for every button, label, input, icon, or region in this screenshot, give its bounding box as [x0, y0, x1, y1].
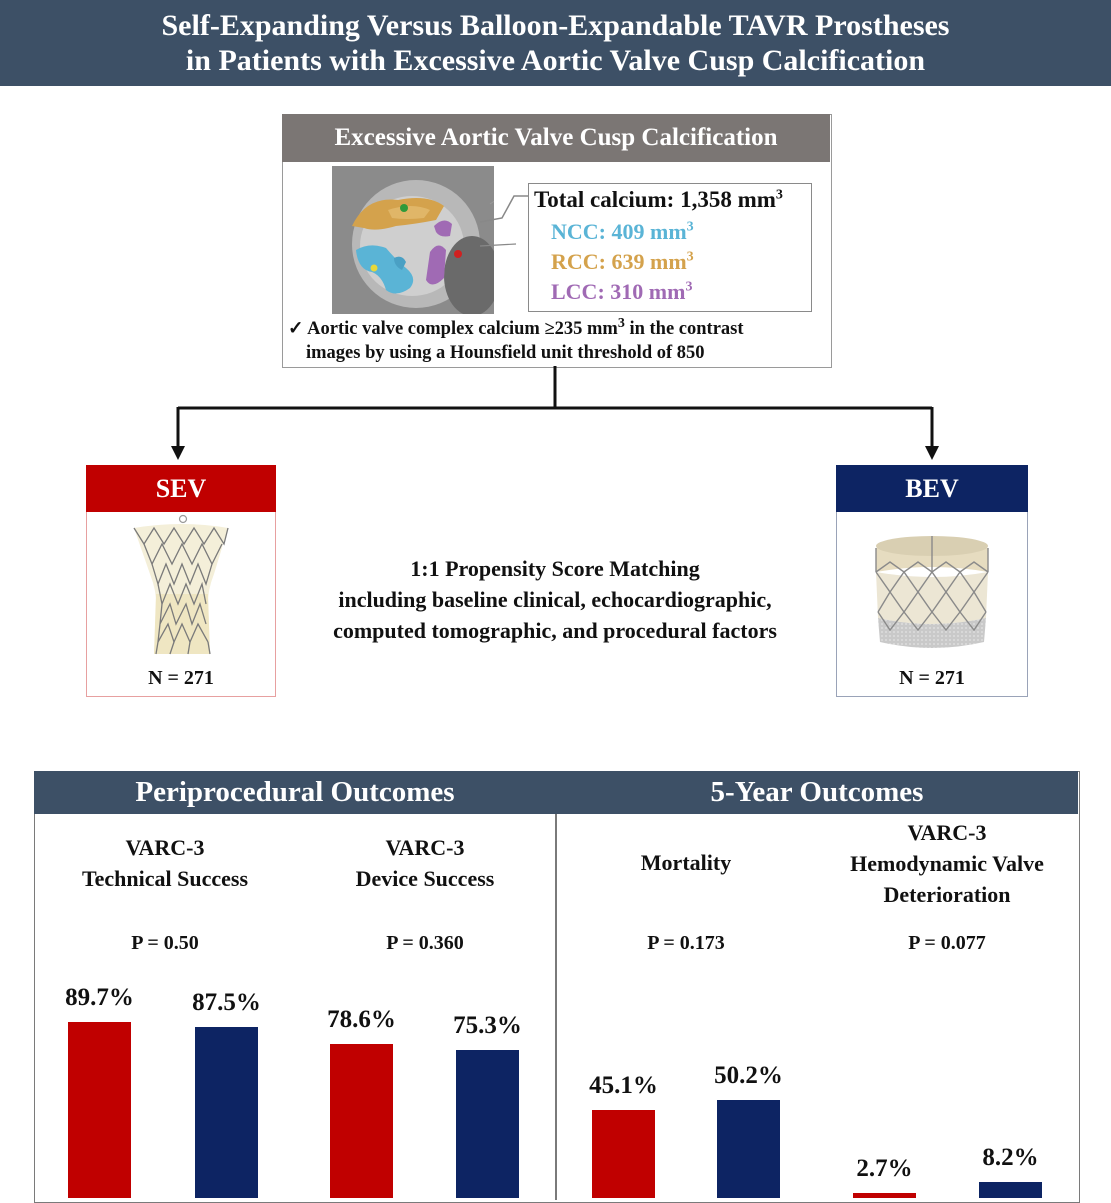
check-icon: ✓	[288, 319, 304, 339]
p-value-valve-deterioration: P = 0.077	[908, 932, 986, 954]
technical-success-label-bev: 87.5%	[192, 988, 261, 1016]
ct-calcium-image	[332, 166, 494, 314]
bev-label: BEV	[836, 465, 1028, 512]
balloon-expandable-valve-image	[868, 522, 996, 652]
metric-title-technical-success: VARC-3 Technical Success	[81, 835, 249, 891]
valve-deterioration-bar-bev	[979, 1182, 1042, 1198]
sev-label: SEV	[86, 465, 276, 512]
mortality-bar-bev	[717, 1100, 780, 1198]
periprocedural-heading: Periprocedural Outcomes	[34, 771, 556, 814]
device-success-label-sev: 78.6%	[327, 1005, 396, 1033]
five-year-heading: 5-Year Outcomes	[556, 771, 1078, 814]
p-value-device-success: P = 0.360	[386, 932, 464, 954]
device-success-bar-sev	[330, 1044, 393, 1198]
title-line-2: in Patients with Excessive Aortic Valve Cusp Calcification	[185, 44, 926, 77]
bev-sample-size: N = 271	[899, 667, 965, 689]
total-calcium-label: Total calcium: 1,358 $mm^3$	[534, 187, 783, 212]
p-value-mortality: P = 0.173	[647, 932, 725, 954]
metric-title-device-success: VARC-3 Device Success	[355, 835, 495, 891]
valve-deterioration-label-bev: 8.2%	[982, 1143, 1039, 1171]
ct-pointer-line	[480, 190, 532, 250]
calcium-criterion: ✓ Aortic valve complex calcium ≥235 $mm^3$ in the contrast	[288, 315, 744, 339]
matching-line-1: 1:1 Propensity Score Matching	[410, 556, 700, 581]
sev-sample-size: N = 271	[148, 667, 214, 689]
title-banner	[0, 0, 1111, 86]
mortality-label-bev: 50.2%	[714, 1061, 783, 1089]
calcium-criterion-line-2: images by using a Hounsfield unit threshold of 850	[306, 343, 705, 363]
technical-success-bar-bev	[195, 1027, 258, 1199]
calcification-heading: Excessive Aortic Valve Cusp Calcification	[282, 114, 830, 162]
device-success-bar-bev	[456, 1050, 519, 1198]
metric-title-valve-deterioration: VARC-3 Hemodynamic Valve Deterioration	[850, 820, 1044, 907]
technical-success-label-sev: 89.7%	[65, 984, 134, 1012]
title-line-1: Self-Expanding Versus Balloon-Expandable TAVR Prostheses	[161, 9, 950, 42]
propensity-matching-text	[290, 553, 820, 646]
metric-title-mortality: Mortality	[640, 850, 732, 875]
technical-success-bar-sev	[68, 1022, 131, 1198]
valve-deterioration-label-sev: 2.7%	[856, 1154, 913, 1182]
lcc-calcium-label: LCC: 310 $mm^3$	[551, 279, 693, 304]
matching-line-3: computed tomographic, and procedural factors	[333, 618, 777, 643]
ncc-calcium-label: NCC: 409 $mm^3$	[551, 219, 694, 244]
valve-deterioration-bar-sev	[853, 1193, 916, 1198]
mortality-label-sev: 45.1%	[589, 1071, 658, 1099]
mortality-bar-sev	[592, 1110, 655, 1198]
p-value-technical-success: P = 0.50	[131, 932, 199, 954]
split-arrows	[170, 366, 950, 464]
self-expanding-valve-image	[130, 514, 232, 660]
device-success-label-bev: 75.3%	[453, 1012, 522, 1040]
matching-line-2: including baseline clinical, echocardiographic,	[338, 587, 772, 612]
rcc-calcium-label: RCC: 639 $mm^3$	[551, 249, 694, 274]
